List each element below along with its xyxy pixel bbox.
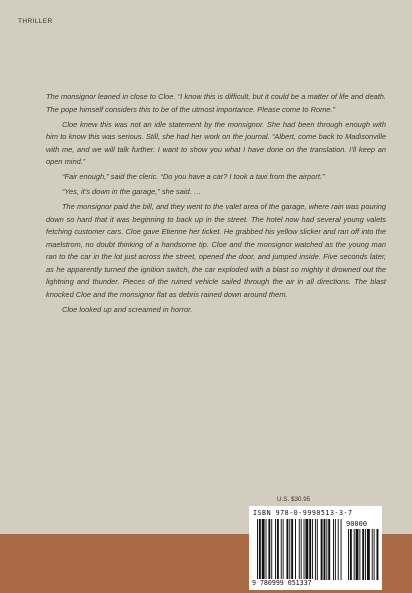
barcode-bar: [268, 519, 270, 580]
barcode-digits: 9 780999 051337: [252, 579, 312, 587]
barcode-bar: [257, 519, 258, 580]
barcode-bar: [374, 529, 375, 580]
excerpt-text: [46, 91, 386, 319]
barcode-bar: [348, 529, 349, 580]
barcode-bar: [309, 519, 311, 580]
genre-label: THRILLER: [18, 18, 53, 25]
barcode-bar: [266, 519, 267, 580]
barcode-bar: [271, 519, 272, 580]
isbn-barcode: [249, 506, 382, 590]
barcode-bar: [341, 519, 342, 580]
excerpt-paragraph: Cloe looked up and screamed in horror.: [62, 304, 193, 314]
barcode-bar: [289, 519, 290, 580]
barcode-bar: [281, 519, 282, 580]
barcode-bar: [335, 519, 336, 580]
barcode-panel: [249, 506, 382, 590]
barcode-bar: [315, 519, 316, 580]
barcode-bar: [286, 519, 288, 580]
barcode-bar: [354, 529, 355, 580]
barcode-bar: [277, 519, 279, 580]
barcode-bar: [338, 519, 339, 580]
excerpt-paragraph: “Fair enough,” said the cleric. “Do you have a car? I took a taxi from the airport.”: [62, 172, 325, 182]
barcode-bar: [275, 519, 276, 580]
barcode-bar: [305, 519, 308, 580]
barcode-bar: [377, 529, 379, 580]
price-code: 90000: [346, 520, 368, 528]
excerpt-paragraph: The monsignor leaned in close to Cloe. “I know this is difficult, but it could be a matter of life and death. The pope himself considers this to be of the utmost importance. Please come to Rome.”: [46, 92, 386, 114]
barcode-bar: [333, 519, 334, 580]
barcode-bar: [299, 519, 300, 580]
barcode-bar: [317, 519, 318, 580]
barcode-bar: [362, 529, 364, 580]
isbn-number: ISBN 978-0-9990513-3-7: [253, 509, 353, 517]
barcode-bar: [283, 519, 284, 580]
barcode-bar: [372, 529, 373, 580]
barcode-bar: [356, 529, 359, 580]
barcode-bar: [350, 529, 352, 580]
barcode-bar: [295, 519, 296, 580]
barcode-bar: [262, 519, 265, 580]
barcode-bar: [324, 519, 326, 580]
price-label: U.S. $30.95: [277, 496, 311, 503]
barcode-bar: [312, 519, 313, 580]
barcode-bar: [359, 529, 360, 580]
barcode-bar: [304, 519, 305, 580]
excerpt-paragraph: The monsignor paid the bill, and they went to the valet area of the garage, where rain was pouring down so hard that it was beginning to back up in the street. The hotel now had several young valets fetching customer cars. Cloe gave Etienne her ticket. He grabbed his yellow slicker and ran off into the maelstrom, no doubt thinking of a handsome tip. Cloe and the monsignor watched as the young man ran to the car in the lot just across the street, opened the door, and jumped inside. Five seconds later, as he apparently turned the ignition switch, the car exploded with a blast so mighty it drowned out the lightning and thunder. Pieces of the ruined vehicle sailed through the air in all directions. The blast knocked Cloe and the monsignor flat as debris rained down around them.: [46, 202, 386, 299]
barcode-bar: [326, 519, 327, 580]
barcode-bar: [365, 529, 366, 580]
barcode-bar: [321, 519, 323, 580]
barcode-bar: [367, 529, 370, 580]
excerpt-paragraph: Cloe knew this was not an idle statement by the monsignor. She had been through enough with him to know this was serious. Still, she had her work on the journal. “Albert, come back to Madisonville with me, and we will talk further. I want to show you what I have done on the translation. I’ll keep an open mind.”: [46, 119, 386, 167]
barcode-bar: [259, 519, 261, 580]
barcode-bar: [291, 519, 293, 580]
barcode-bar: [301, 519, 302, 580]
barcode-bar: [328, 519, 330, 580]
excerpt-paragraph: “Yes, it’s down in the garage,” she said. …: [62, 187, 202, 197]
